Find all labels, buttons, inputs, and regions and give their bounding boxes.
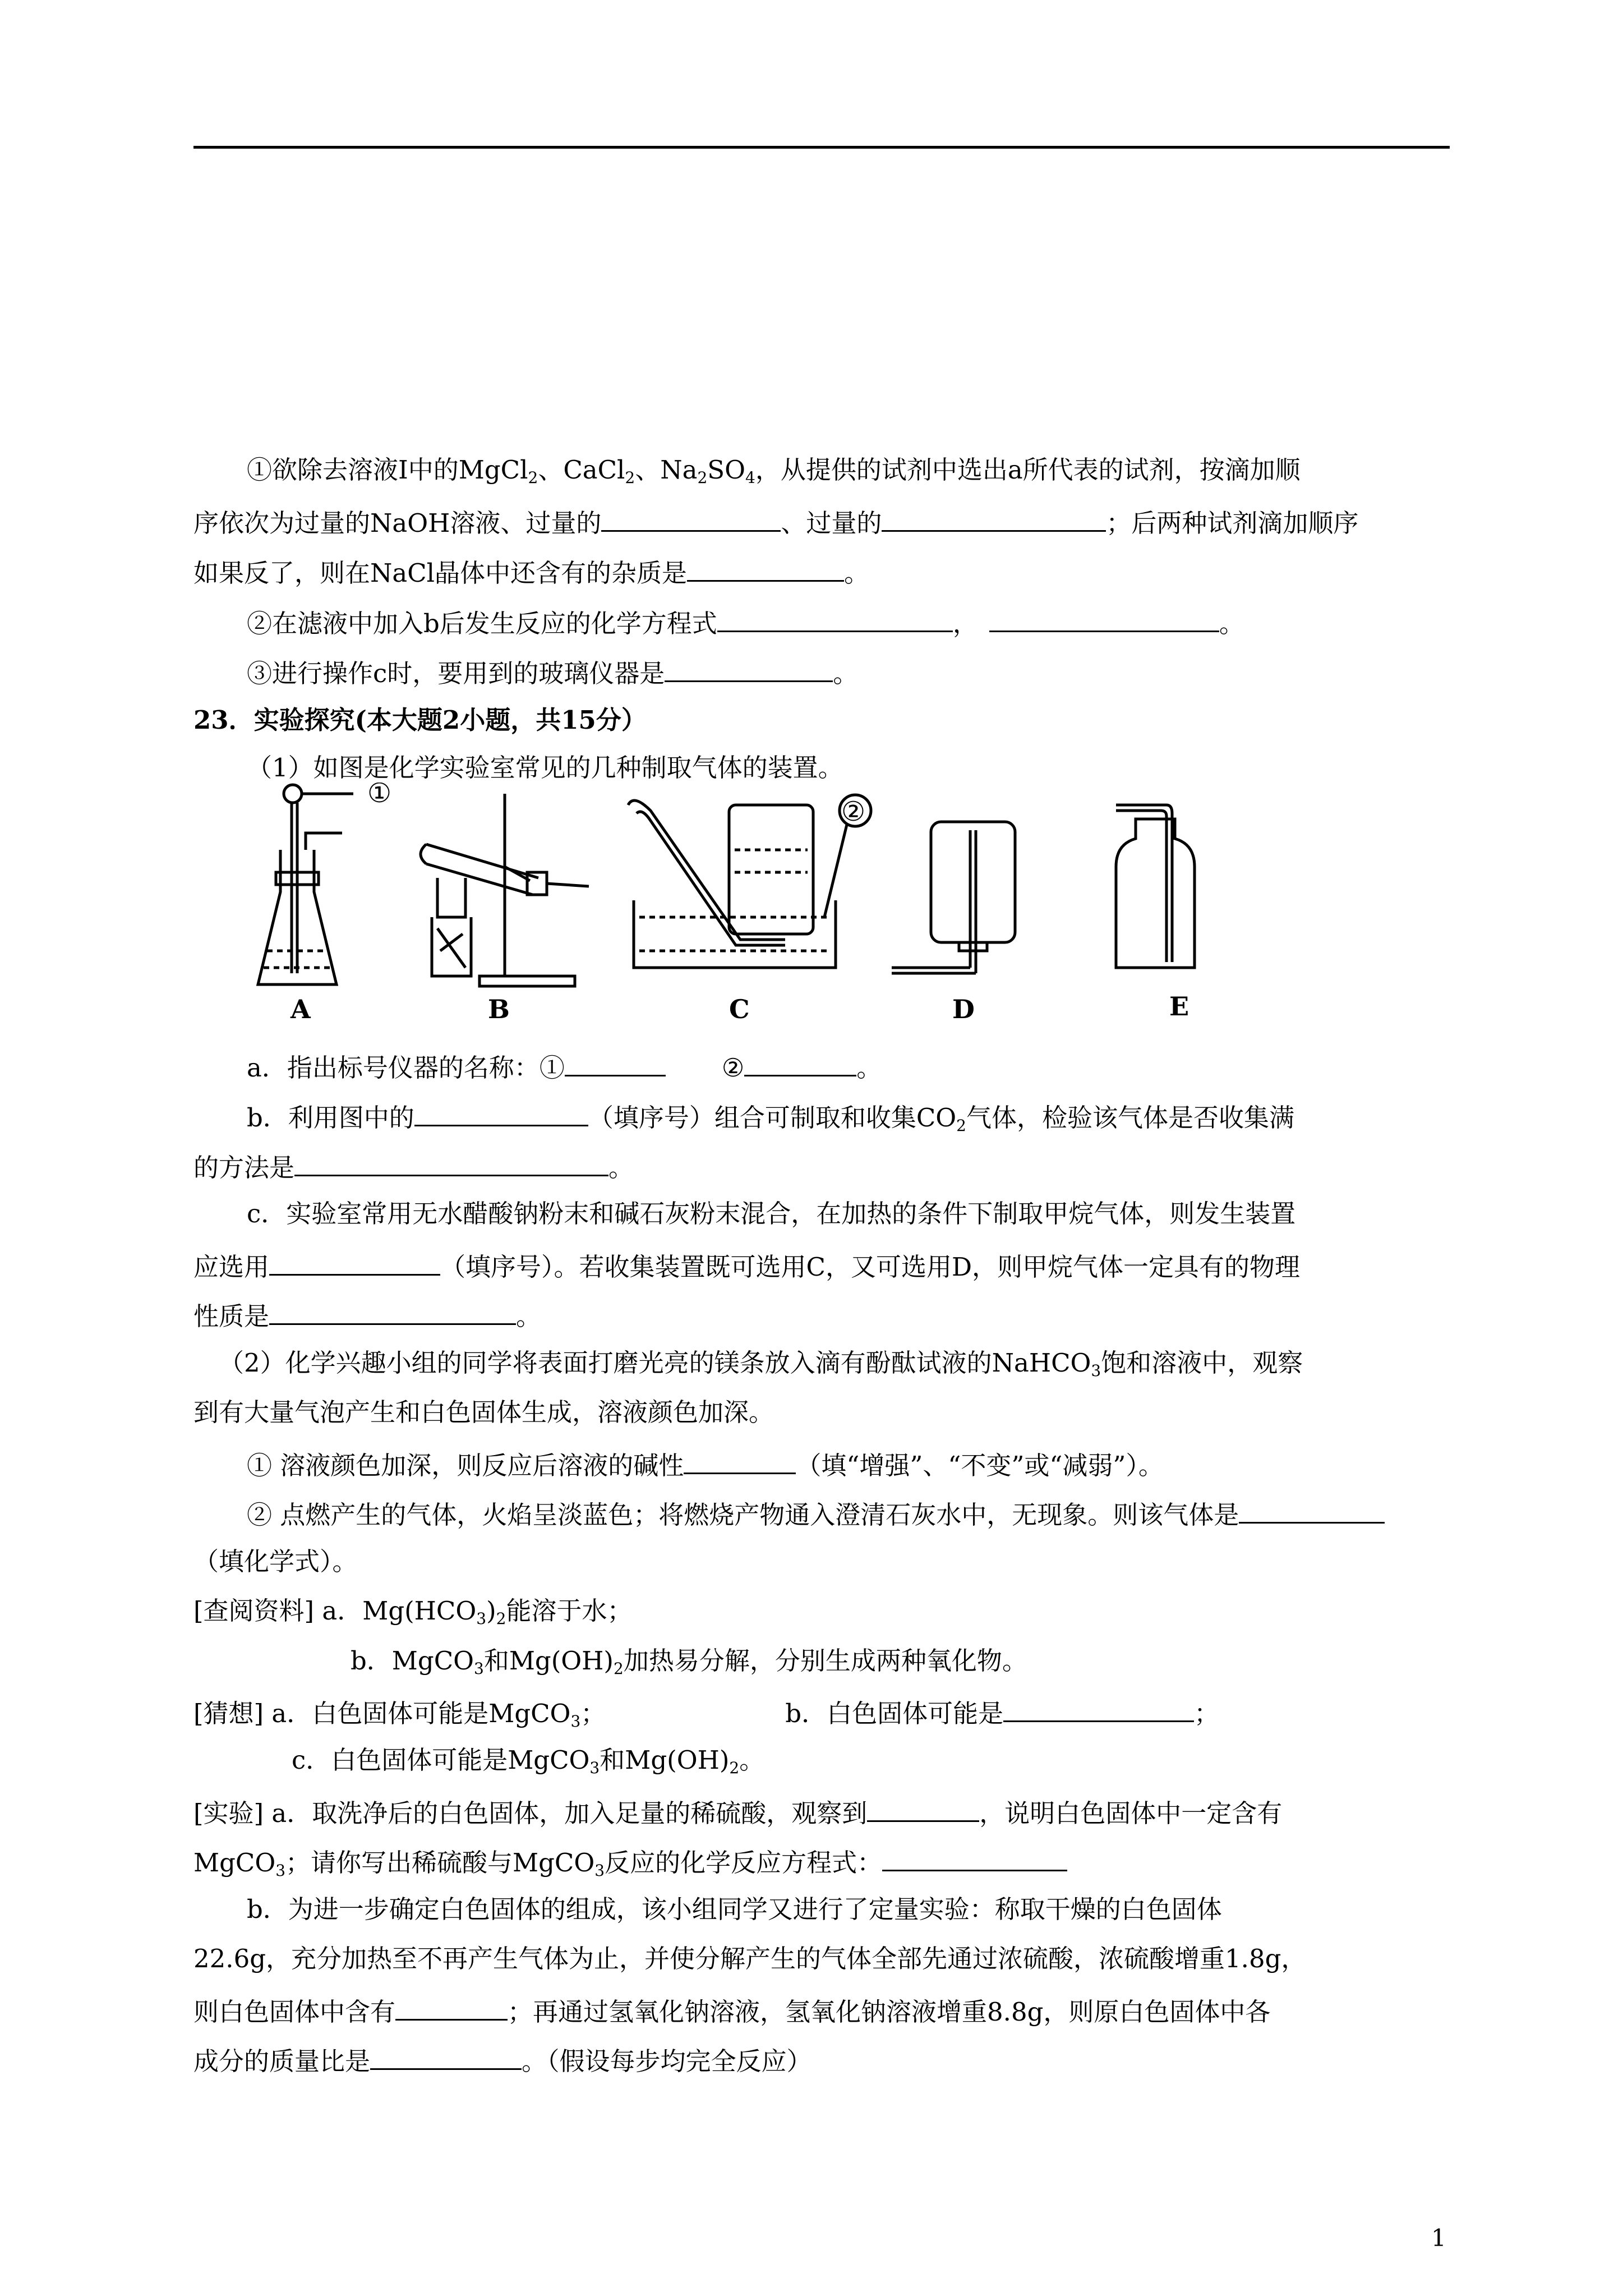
q23-b2: 的方法是 。 xyxy=(193,1148,634,1185)
answer-blank[interactable] xyxy=(601,503,781,532)
q23-s1: ① 溶液颜色加深，则反应后溶液的碱性 （填“增强”、“不变”或“减弱”）。 xyxy=(247,1446,1164,1483)
figure-label-c: C xyxy=(729,994,750,1024)
answer-blank[interactable] xyxy=(565,1048,666,1076)
apparatus-a xyxy=(258,785,353,984)
figure-label-b: B xyxy=(488,994,510,1024)
reference-line-1: [查阅资料] a．$Mg(HCO_3)_2$能溶于水； xyxy=(193,1596,633,1628)
apparatus-figure xyxy=(247,783,1234,1041)
q22-line-5: ③进行操作c时，要用到的玻璃仪器是 。 xyxy=(247,654,858,691)
reference-line-2: b．MgCO$_3$和$Mg(OH)_2$加热易分解，分别生成两种氧化物。 xyxy=(351,1646,1027,1678)
figure-label-d: D xyxy=(952,994,975,1024)
q22-line-4: ②在滤液中加入b后发生反应的化学方程式 ， 。 xyxy=(247,604,1244,641)
figure-mark-1: ① xyxy=(367,783,392,809)
q23-c: c．实验室常用无水醋酸钠粉末和碱石灰粉末混合，在加热的条件下制取甲烷气体，则发生装置 xyxy=(247,1199,1296,1228)
answer-blank[interactable] xyxy=(882,1843,1067,1871)
answer-blank[interactable] xyxy=(867,1793,979,1822)
figure-label-e: E xyxy=(1169,991,1189,1022)
figure-label-a: A xyxy=(291,994,311,1024)
apparatus-e xyxy=(1116,805,1195,968)
answer-blank[interactable] xyxy=(395,1992,508,2021)
q23-b: b．利用图中的 （填序号）组合可制取和收集$CO_2$气体，检验该气体是否收集满 xyxy=(247,1098,1294,1135)
experiment-line-5: 则白色固体中含有 ；再通过氢氧化钠溶液，氢氧化钠溶液增重8.8g，则原白色固体中各 xyxy=(193,1992,1270,2029)
answer-blank[interactable] xyxy=(294,1148,608,1176)
answer-blank[interactable] xyxy=(744,1048,856,1076)
q23-s2-cont: （填化学式）。 xyxy=(193,1547,358,1576)
q23-intro: （1）如图是化学实验室常见的几种制取气体的装置。 xyxy=(247,753,843,783)
answer-blank[interactable] xyxy=(684,1446,796,1474)
answer-blank[interactable] xyxy=(989,604,1219,632)
q22-line-3: 如果反了，则在NaCl晶体中还含有的杂质是 。 xyxy=(193,553,869,590)
guess-line-1: [猜想] a．白色固体可能是MgCO$_3$； b．白色固体可能是 ； xyxy=(193,1694,1219,1731)
q23-part2-line1: （2）化学兴趣小组的同学将表面打磨光亮的镁条放入滴有酚酞试液的NaHCO$_3$饱和溶液中，观察 xyxy=(219,1348,1303,1380)
answer-blank[interactable] xyxy=(370,2041,522,2070)
guess-line-2: c．白色固体可能是MgCO$_3$和$Mg(OH)_2$。 xyxy=(292,1745,765,1777)
answer-blank[interactable] xyxy=(414,1098,588,1126)
answer-blank[interactable] xyxy=(717,604,953,632)
answer-blank[interactable] xyxy=(687,553,844,582)
experiment-line-2: MgCO$_3$；请你写出稀硫酸与MgCO$_3$反应的化学反应方程式： xyxy=(193,1843,1067,1880)
answer-blank[interactable] xyxy=(882,503,1106,532)
q22-line-2: 序依次为过量的NaOH溶液、过量的 、过量的 ；后两种试剂滴加顺序 xyxy=(193,503,1358,540)
q23-s2: ② 点燃产生的气体，火焰呈淡蓝色；将燃烧产物通入澄清石灰水中，无现象。则该气体是 xyxy=(247,1495,1385,1532)
q23-c2: 应选用 （填序号）。若收集装置既可选用C，又可选用D，则甲烷气体一定具有的物理 xyxy=(193,1247,1300,1284)
experiment-line-3: b．为进一步确定白色固体的组成，该小组同学又进行了定量实验：称取干燥的白色固体 xyxy=(247,1894,1222,1924)
q23-c3: 性质是 。 xyxy=(193,1296,541,1333)
apparatus-b xyxy=(421,794,589,986)
figure-mark-2: ② xyxy=(841,796,866,827)
header-rule xyxy=(193,146,1450,149)
answer-blank[interactable] xyxy=(665,654,833,682)
answer-blank[interactable] xyxy=(1003,1694,1194,1722)
experiment-line-1: [实验] a．取洗净后的白色固体，加入足量的稀硫酸，观察到 ，说明白色固体中一定含有 xyxy=(193,1793,1282,1830)
experiment-line-4: 22.6g，充分加热至不再产生气体为止，并使分解产生的气体全部先通过浓硫酸，浓硫酸增重1.8g， xyxy=(193,1944,1307,1973)
answer-blank[interactable] xyxy=(269,1296,516,1325)
q22-line-1: ①欲除去溶液Ⅰ中的MgCl$_2$、CaCl$_2$、$Na_2SO_4$，从提供的试剂中选出a所代表的试剂，按滴加顺 xyxy=(247,455,1301,487)
apparatus-d xyxy=(892,822,1015,973)
q23-part2-line2: 到有大量气泡产生和白色固体生成，溶液颜色加深。 xyxy=(193,1397,774,1427)
answer-blank[interactable] xyxy=(1239,1495,1385,1524)
q23-a: a．指出标号仪器的名称：① ② 。 xyxy=(247,1048,882,1085)
answer-blank[interactable] xyxy=(269,1247,440,1276)
page-number: 1 xyxy=(1431,2224,1446,2252)
apparatus-c xyxy=(628,795,871,968)
q23-title: 23．实验探究(本大题2小题，共15分） xyxy=(193,705,647,735)
experiment-line-6: 成分的质量比是 。（假设每步均完全反应） xyxy=(193,2041,812,2078)
